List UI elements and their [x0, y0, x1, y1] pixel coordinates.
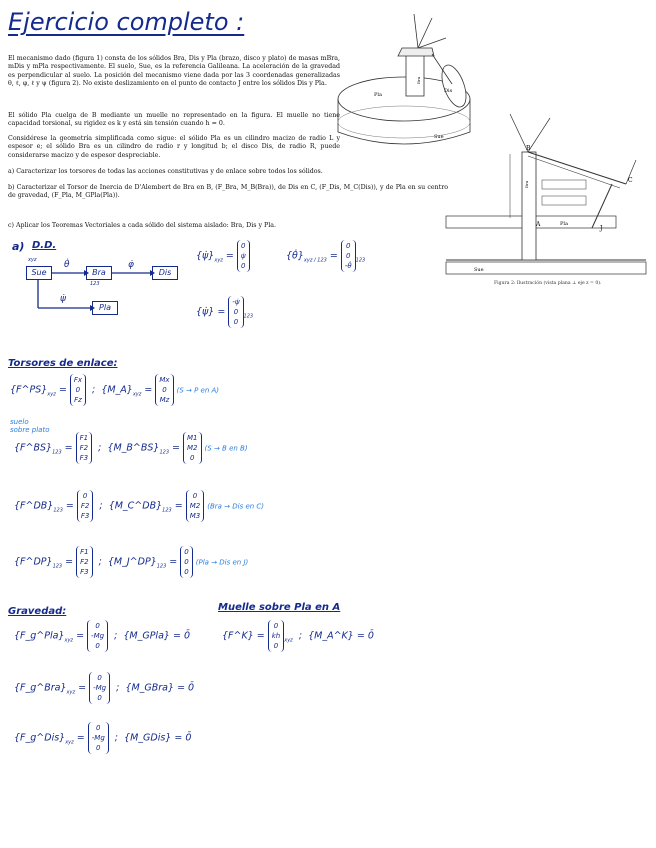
figure-label-sue: Sue [434, 134, 444, 140]
figure-label-pla: Pla [374, 92, 382, 98]
svg-text:Sue: Sue [474, 267, 484, 273]
gravity-row-dis: $\{F\_g\^{}Dis\}_{xyz}$ = 0 -Mg 0 ; {M_GDis} = 0̄ [14, 724, 192, 752]
figure-label-a: A [536, 221, 541, 228]
page-title: Ejercicio completo : [8, 8, 245, 36]
torsores-title: Torsores de enlace: [8, 358, 118, 369]
link-row-1: $\{F\^{}PS\}_{xyz}$ = Fx 0 Fz ; $\{M\_A\}_{xyz}$ = Mx 0 Mz (S → P en A) [10, 376, 220, 404]
graph-node-pla: Pla [92, 301, 118, 315]
theta-vector: $\{\thetȧ\}_{xyz / 123}$ = 0 0 -θ̇ $_{123}$ [286, 242, 366, 270]
statement-paragraph-1: El mecanismo dado (figura 1) consta de los sólidos Bra, Dis y Pla (brazo, disco y plato) de masas mBra, mDis y mPla respectivamente. El suelo, Sue, es la referencia Galileana. La aceleración de la gravedad es perpendicular al suelo. La posición del mecanismo viene dada por las 3 coordenadas generalizadas θ, ℓ, φ, ℓ y ψ (figura 2). No existe deslizamiento en el punto de contacto J entre los sólidos Dis y Pla. [8, 55, 340, 88]
dd-label: D.D. [32, 240, 57, 251]
svg-text:Bra: Bra [416, 76, 421, 84]
figure-label-c: C [628, 177, 633, 184]
figure-caption: Figura 2: Ilustración (vista plana ⊥ eje z = 0). [494, 281, 602, 286]
figure-label-dis: Dis [444, 88, 453, 94]
graph-sub-123: 123 [90, 281, 100, 287]
figure-label-j: J [600, 225, 603, 232]
graph-theta-dot: θ̇ [64, 260, 70, 270]
question-c: c) Aplicar los Teoremas Vectoriales a cada sólido del sistema aislado: Bra, Dis y Pla. [8, 222, 277, 229]
svg-text:Pla: Pla [560, 221, 568, 227]
spring-row: {F^K} = 0 kh 0 $_{xyz}$ ; {M_A^K} = 0̄ [222, 622, 374, 650]
graph-phi-dot: φ̇ [128, 260, 134, 270]
gravedad-title: Gravedad: [8, 606, 67, 617]
link-row-3: $\{F\^{}DB\}_{123}$ = 0 F2 F3 ; $\{M\_C\^{}DB\}_{123}$ = 0 M2 M3 (Bra → Dis en C) [14, 492, 265, 520]
link-1-extra: suelo sobre plato [10, 418, 50, 434]
gravity-row-pla: $\{F\_g\^{}Pla\}_{xyz}$ = 0 -Mg 0 ; {M_GPla} = 0̄ [14, 622, 190, 650]
graph-node-dis: Dis [152, 266, 178, 280]
link-row-2: $\{F\^{}BS\}_{123}$ = F1 F2 F3 ; $\{M\_B\^{}BS\}_{123}$ = M1 M2 0 (S → B en B) [14, 434, 248, 462]
psi-vector: $\{\psi̇\}_{xyz}$ = 0 ψ̇ 0 [196, 240, 250, 272]
graph-sub-xyz: xyz [28, 257, 37, 263]
graph-psi-dot: ψ̇ [60, 294, 66, 304]
statement-paragraph-2: El sólido Pla cuelga de B mediante un muelle no representado en la figura. El muelle no tiene capacidad torsional, su rigidez es k y está sin tensión cuando h = 0. [8, 112, 340, 128]
question-a: a) Caracterizar los torsores de todas las acciones constitutivas y de enlace sobre todos los sólidos. [8, 168, 323, 175]
link-row-4: $\{F\^{}DP\}_{123}$ = F1 F2 F3 ; $\{M\_J\^{}DP\}_{123}$ = 0 0 0 (Pla → Dis en J) [14, 548, 249, 576]
part-a-label: a) [12, 240, 25, 253]
side-view-figure [440, 100, 652, 296]
figure-label-b: B [526, 145, 531, 152]
svg-text:Bra: Bra [524, 180, 529, 188]
muelle-title: Muelle sobre Pla en A [218, 602, 341, 613]
graph-node-sue: Sue [26, 266, 52, 280]
gravity-row-bra: $\{F\_g\^{}Bra\}_{xyz}$ = 0 -Mg 0 ; {M_GBra} = 0̄ [14, 674, 195, 702]
graph-node-bra: Bra [86, 266, 112, 280]
statement-paragraph-3: Considérese la geometría simplificada como sigue: el sólido Pla es un cilindro macizo de radio L y espesor e; el sólido Bra es un cilindro de radio r y longitud b; el disco Dis, de radio R, puede considerarse macizo y de espesor despreciable. [8, 135, 340, 159]
question-b: b) Caracterizar el Torsor de Inercia de D'Alembert de Bra en B, (F_Bra, M_B(Bra)), de Dis en C, (F_Dis, M_C(Dis)), y de Pla en su centro de gravedad, (F_Pla, M_GPla(Pla)). [8, 184, 448, 200]
graph-edges [0, 250, 200, 320]
psi-vector-123: {ψ̇} = -ψ̇ 0 0 $_{123}$ [196, 298, 254, 326]
